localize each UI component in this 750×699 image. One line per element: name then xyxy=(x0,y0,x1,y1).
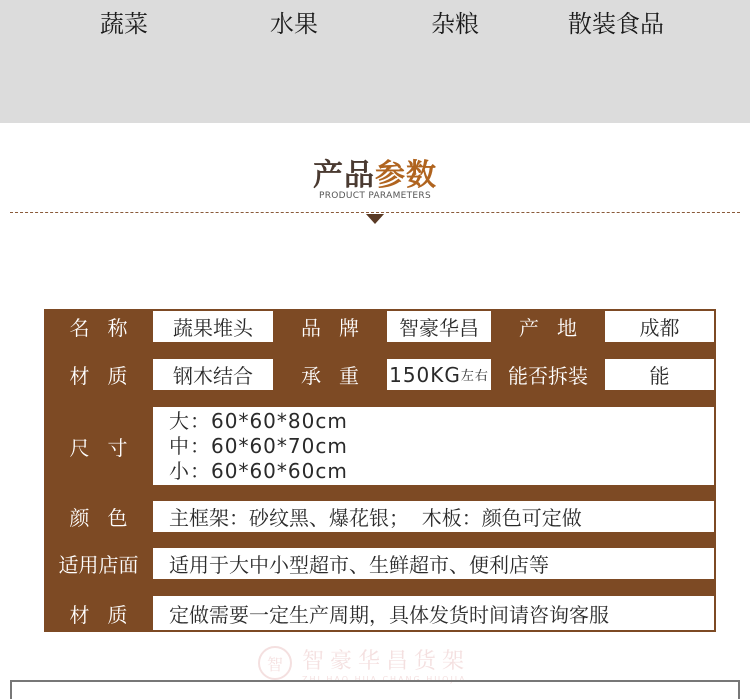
category-strip xyxy=(0,0,750,123)
load-value xyxy=(387,359,491,390)
color-value: 主框架：砂纹黑、爆花银； 木板：颜色可定做 xyxy=(153,501,714,532)
load-value-number: 150KG xyxy=(389,362,461,387)
parameter-table xyxy=(44,309,716,632)
watermark-text: 智豪华昌货架 xyxy=(302,649,471,674)
category-bulk-foods[interactable]: 散装食品 xyxy=(568,10,664,38)
load-label: 承重 xyxy=(301,364,377,388)
down-arrow-icon xyxy=(366,214,384,224)
watermark-pinyin: ZHI HAO HUA CHANG HUOJIA xyxy=(302,675,467,684)
section-divider xyxy=(10,212,740,213)
size-large: 大：60*60*80cm xyxy=(169,408,348,433)
name-value: 蔬果堆头 xyxy=(153,311,273,342)
material-value: 钢木结合 xyxy=(153,359,273,390)
size-label: 尺寸 xyxy=(69,435,146,460)
brand-label: 品牌 xyxy=(301,316,377,340)
category-vegetables[interactable]: 蔬菜 xyxy=(100,10,148,38)
size-small: 小：60*60*60cm xyxy=(169,458,348,483)
size-medium: 中：60*60*70cm xyxy=(169,433,348,458)
size-value xyxy=(153,407,714,485)
custom-value: 定做需要一定生产周期，具体发货时间请咨询客服 xyxy=(153,596,714,630)
detachable-value: 能 xyxy=(605,359,714,390)
store-label: 适用店面 xyxy=(58,553,139,577)
load-value-note: 左右 xyxy=(460,369,489,384)
color-label: 颜色 xyxy=(69,506,146,530)
category-fruits[interactable]: 水果 xyxy=(270,10,318,38)
material-label: 材质 xyxy=(69,364,146,388)
brand-value: 智豪华昌 xyxy=(387,311,491,342)
bottom-frame xyxy=(10,680,740,699)
store-value: 适用于大中小型超市、生鲜超市、便利店等 xyxy=(153,548,714,579)
name-label: 名称 xyxy=(69,316,146,340)
detachable-label: 能否拆装 xyxy=(508,364,588,388)
custom-label: 材质 xyxy=(69,602,146,627)
brand-seal-icon: 智 xyxy=(258,646,292,680)
origin-label: 产地 xyxy=(519,316,595,340)
section-subtitle: PRODUCT PARAMETERS xyxy=(319,191,431,201)
category-grains[interactable]: 杂粮 xyxy=(431,10,479,38)
origin-value: 成都 xyxy=(605,311,714,342)
section-title-part1: 产品 xyxy=(313,158,375,193)
section-title xyxy=(0,150,750,194)
section-title-part2: 参数 xyxy=(375,158,437,193)
